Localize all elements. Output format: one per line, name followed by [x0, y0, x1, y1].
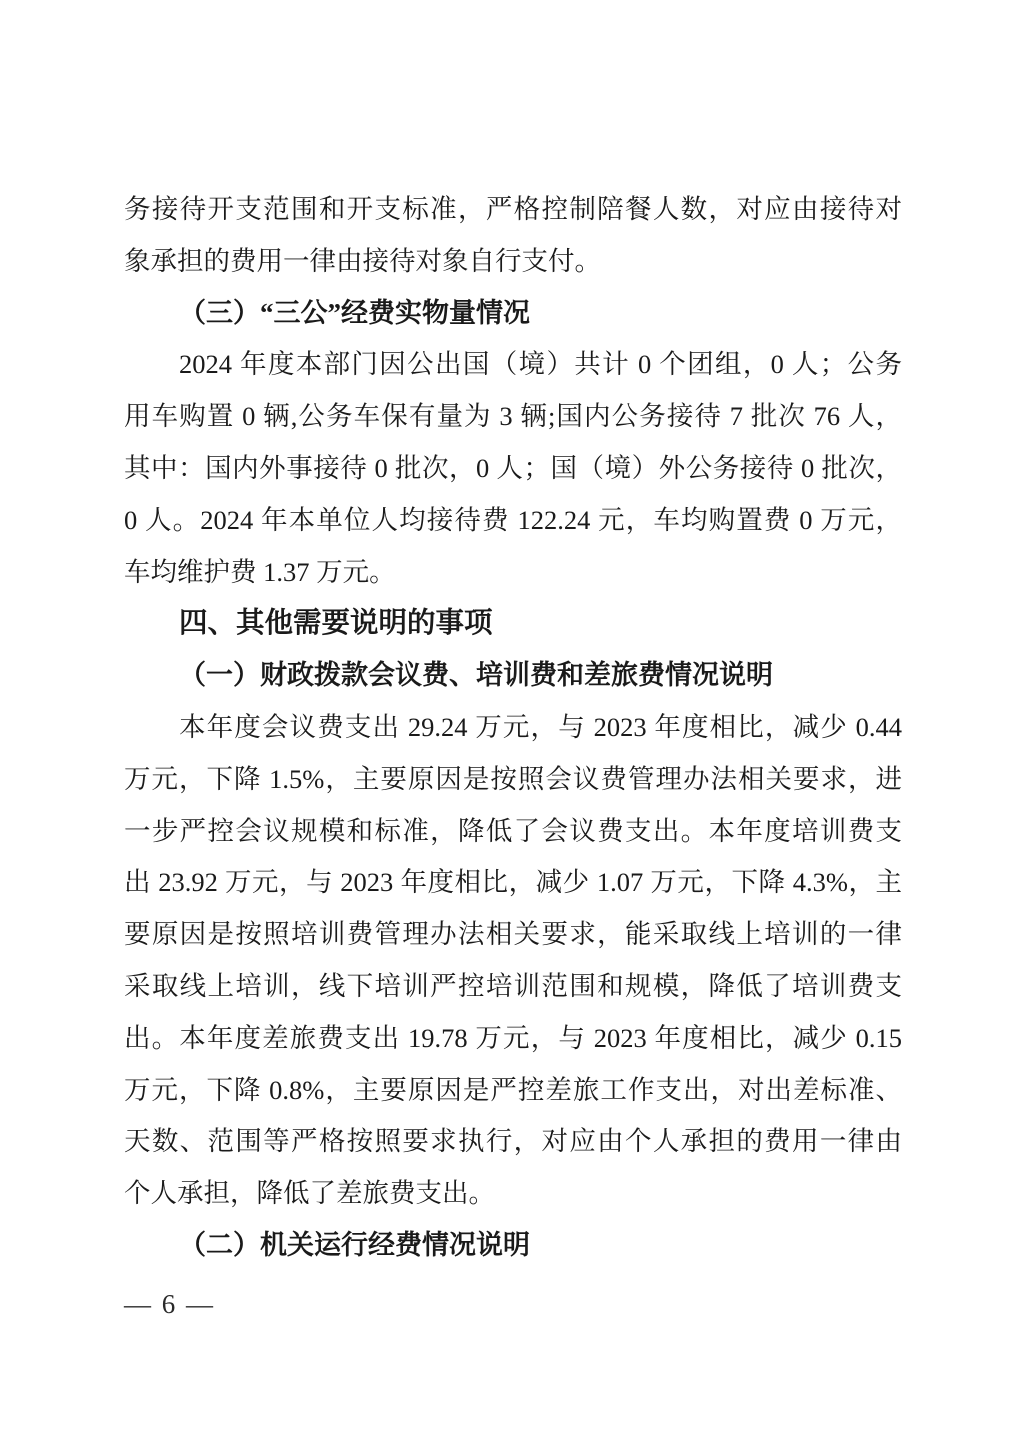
paragraph-line: 用车购置 0 辆,公务车保有量为 3 辆;国内公务接待 7 批次 76 人， — [124, 401, 902, 432]
paragraph-line: 天数、范围等严格按照要求执行，对应由个人承担的费用一律由 — [124, 1126, 902, 1157]
paragraph-line: 出。本年度差旅费支出 19.78 万元，与 2023 年度相比，减少 0.15 — [124, 1022, 902, 1053]
paragraph-line: 本年度会议费支出 29.24 万元，与 2023 年度相比，减少 0.44 — [179, 711, 902, 742]
page-footer — [124, 1284, 215, 1324]
paragraph-line: 象承担的费用一律由接待对象自行支付。 — [124, 245, 601, 276]
paragraph-line: 要原因是按照培训费管理办法相关要求，能采取线上培训的一律 — [124, 919, 902, 950]
page-number: — 6 — — [124, 1289, 215, 1319]
paragraph-line: 个人承担，降低了差旅费支出。 — [124, 1178, 495, 1209]
section-heading-3: （三）“三公”经费实物量情况 — [179, 297, 530, 328]
chapter-heading-4: 四、其他需要说明的事项 — [179, 607, 493, 640]
section-heading-2: （二）机关运行经费情况说明 — [179, 1229, 530, 1260]
paragraph-line: 一步严控会议规模和标准，降低了会议费支出。本年度培训费支 — [124, 815, 902, 846]
paragraph-line: 0 人。2024 年本单位人均接待费 122.24 元，车均购置费 0 万元， — [124, 504, 902, 535]
paragraph-line: 出 23.92 万元，与 2023 年度相比，减少 1.07 万元，下降 4.3%，主 — [124, 867, 902, 898]
document-body — [124, 184, 902, 1272]
paragraph-line: 万元，下降 1.5%，主要原因是按照会议费管理办法相关要求，进 — [124, 763, 902, 794]
paragraph-line: 务接待开支范围和开支标准，严格控制陪餐人数，对应由接待对 — [124, 194, 902, 224]
paragraph-line: 车均维护费 1.37 万元。 — [124, 556, 396, 587]
paragraph-line: 其中：国内外事接待 0 批次，0 人；国（境）外公务接待 0 批次， — [124, 452, 902, 483]
paragraph-line: 采取线上培训，线下培训严控培训范围和规模，降低了培训费支 — [124, 970, 902, 1001]
paragraph-line: 2024 年度本部门因公出国（境）共计 0 个团组，0 人；公务 — [179, 349, 902, 380]
section-heading-1: （一）财政拨款会议费、培训费和差旅费情况说明 — [179, 660, 773, 691]
paragraph-line: 万元，下降 0.8%，主要原因是严控差旅工作支出，对出差标准、 — [124, 1074, 902, 1105]
